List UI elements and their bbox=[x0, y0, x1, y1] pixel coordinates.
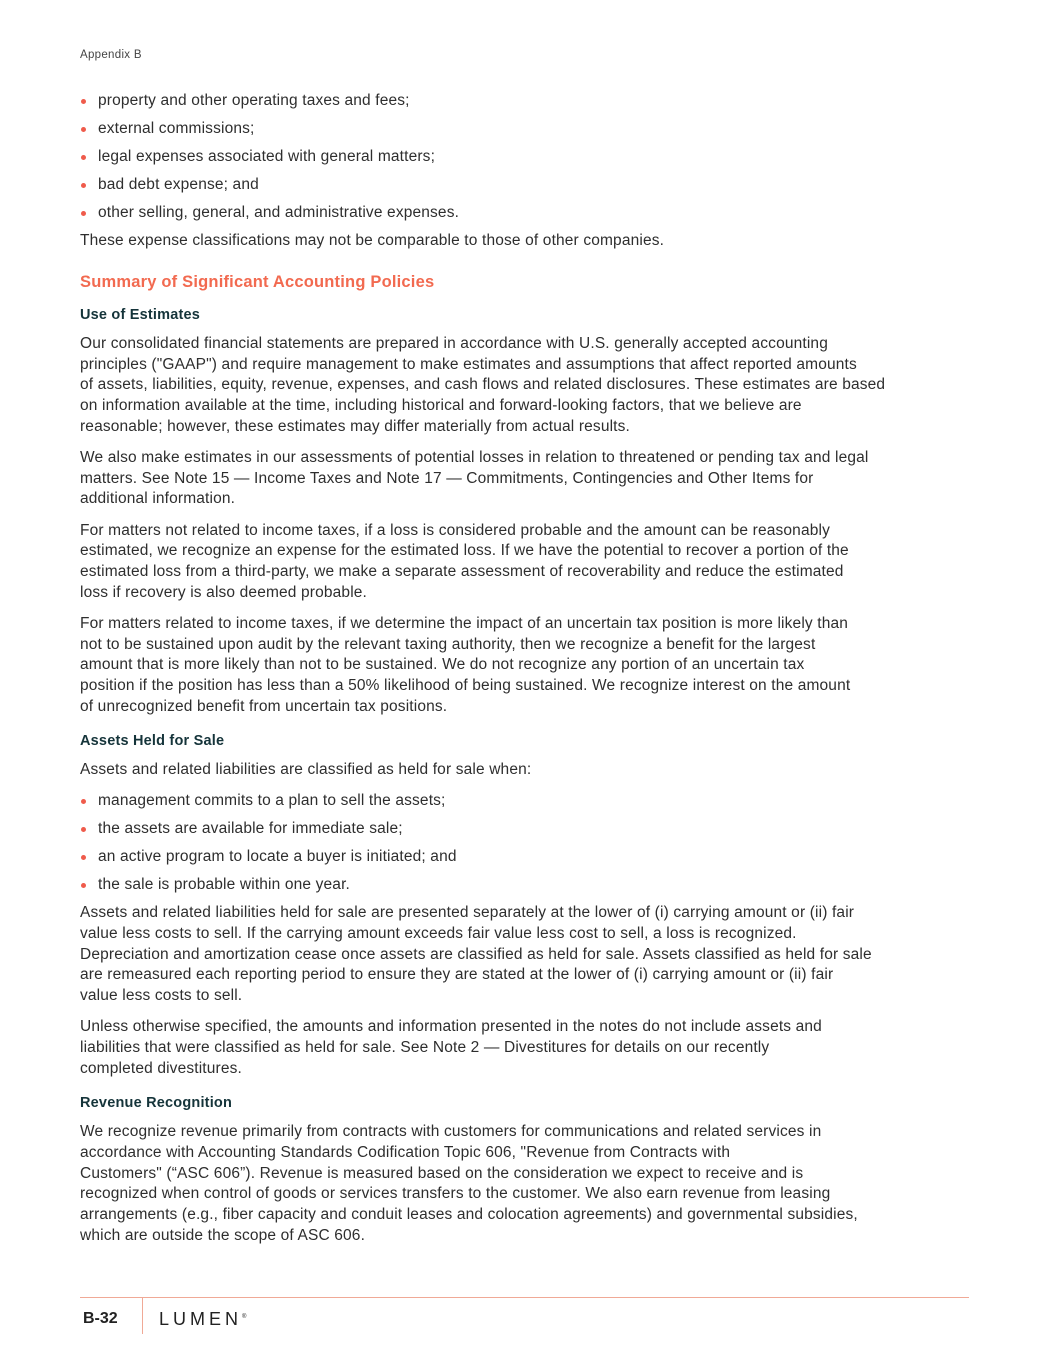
page-body bbox=[80, 91, 980, 1257]
paragraph bbox=[80, 1122, 980, 1246]
text-line: loss if recovery is also deemed probable. bbox=[80, 583, 368, 601]
paragraph bbox=[80, 760, 980, 781]
list-item bbox=[80, 791, 980, 812]
page-number: B-32 bbox=[83, 1310, 118, 1327]
text-line: completed divestitures. bbox=[80, 1059, 242, 1077]
text-line: estimated loss from a third-party, we make a separate assessment of recoverability and reduce the estimated bbox=[80, 563, 844, 581]
text-line: recognized when control of goods or services transfers to the customer. We also earn revenue from leasing bbox=[80, 1185, 831, 1203]
list-item bbox=[80, 203, 980, 224]
text-line: reasonable; however, these estimates may differ materially from actual results. bbox=[80, 417, 630, 435]
text-line: matters. See Note 15 — Income Taxes and Note 17 — Commitments, Contingencies and Other Items for bbox=[80, 469, 814, 487]
text-line: estimated, we recognize an expense for the estimated loss. If we have the potential to recover a portion of the bbox=[80, 542, 849, 560]
running-header: Appendix B bbox=[80, 49, 142, 61]
list-item-text: bad debt expense; and bbox=[98, 175, 259, 193]
list-item bbox=[80, 119, 980, 140]
text-line: position if the position has less than a 50% likelihood of being sustained. We recognize interest on the amount bbox=[80, 677, 851, 695]
text-line: accordance with Accounting Standards Codification Topic 606, "Revenue from Contracts with bbox=[80, 1143, 731, 1161]
text-line: For matters related to income taxes, if we determine the impact of an uncertain tax position is more likely than bbox=[80, 614, 849, 632]
held-for-sale-criteria bbox=[80, 791, 980, 896]
bullet-icon bbox=[81, 827, 86, 832]
list-item-text: the sale is probable within one year. bbox=[98, 876, 350, 894]
text-line: which are outside the scope of ASC 606. bbox=[80, 1226, 366, 1244]
paragraph bbox=[80, 231, 980, 252]
text-line: are remeasured each reporting period to ensure they are stated at the lower of (i) carrying amount or (ii) fair bbox=[80, 966, 834, 984]
text-line: For matters not related to income taxes, if a loss is considered probable and the amount can be reasonably bbox=[80, 521, 830, 539]
text-line: value less costs to sell. bbox=[80, 987, 243, 1005]
bullet-icon bbox=[81, 883, 86, 888]
text-line: These expense classifications may not be comparable to those of other companies. bbox=[80, 231, 665, 249]
text-line: on information available at the time, including historical and forward-looking factors, that we believe are bbox=[80, 397, 802, 415]
list-item bbox=[80, 175, 980, 196]
text-line: Depreciation and amortization cease once assets are classified as held for sale. Assets classified as held for sale bbox=[80, 945, 872, 963]
text-line: Assets and related liabilities are classified as held for sale when: bbox=[80, 761, 532, 779]
footer-separator bbox=[142, 1298, 143, 1334]
bullet-icon bbox=[81, 127, 86, 132]
subsection-title: Revenue Recognition bbox=[80, 1095, 233, 1112]
text-line: of unrecognized benefit from uncertain tax positions. bbox=[80, 697, 448, 715]
list-item bbox=[80, 875, 980, 896]
list-item-text: management commits to a plan to sell the assets; bbox=[98, 792, 446, 810]
text-line: additional information. bbox=[80, 490, 236, 508]
list-item-text: property and other operating taxes and fees; bbox=[98, 92, 410, 109]
bullet-icon bbox=[81, 99, 86, 104]
paragraph bbox=[80, 448, 980, 510]
list-item-text: the assets are available for immediate sale; bbox=[98, 820, 403, 838]
text-line: amount that is more likely than not to be sustained. We do not recognize any portion of an uncertain tax bbox=[80, 656, 805, 674]
list-item-text: other selling, general, and administrative expenses. bbox=[98, 203, 460, 221]
list-item-text: external commissions; bbox=[98, 119, 255, 137]
text-line: principles ("GAAP") and require management to make estimates and assumptions that affect reported amounts bbox=[80, 355, 857, 373]
paragraph bbox=[80, 1017, 980, 1079]
text-line: value less costs to sell. If the carrying amount exceeds fair value less cost to sell, a loss is recognized. bbox=[80, 925, 797, 943]
subsection-title: Use of Estimates bbox=[80, 307, 201, 324]
list-item-text: an active program to locate a buyer is initiated; and bbox=[98, 848, 457, 866]
section-title: Summary of Significant Accounting Policies bbox=[80, 272, 435, 291]
text-line: of assets, liabilities, equity, revenue, expenses, and cash flows and related disclosures. These estimates are based bbox=[80, 376, 886, 394]
text-line: Customers" (“ASC 606”). Revenue is measured based on the consideration we expect to receive and is bbox=[80, 1164, 804, 1182]
expense-list bbox=[80, 91, 980, 224]
list-item bbox=[80, 147, 980, 168]
paragraph bbox=[80, 903, 980, 1007]
logo-text: LUMEN bbox=[159, 1309, 243, 1329]
text-line: arrangements (e.g., fiber capacity and conduit leases and colocation agreements) and governmental subsidies, bbox=[80, 1205, 858, 1223]
list-item bbox=[80, 91, 980, 112]
text-line: Assets and related liabilities held for sale are presented separately at the lower of (i) carrying amount or (ii) fair bbox=[80, 904, 855, 922]
list-item-text: legal expenses associated with general matters; bbox=[98, 147, 436, 165]
text-line: Our consolidated financial statements are prepared in accordance with U.S. generally accepted accounting bbox=[80, 335, 828, 353]
bullet-icon bbox=[81, 183, 86, 188]
paragraph bbox=[80, 334, 980, 438]
paragraph bbox=[80, 521, 980, 604]
text-line: not to be sustained upon audit by the relevant taxing authority, then we recognize a benefit for the largest bbox=[80, 635, 816, 653]
text-line: liabilities that were classified as held for sale. See Note 2 — Divestitures for details on our recently bbox=[80, 1039, 770, 1057]
bullet-icon bbox=[81, 155, 86, 160]
paragraph bbox=[80, 614, 980, 718]
subsection-title: Assets Held for Sale bbox=[80, 733, 225, 750]
list-item bbox=[80, 847, 980, 868]
list-item bbox=[80, 819, 980, 840]
text-line: We also make estimates in our assessments of potential losses in relation to threatened or pending tax and legal bbox=[80, 449, 869, 467]
lumen-logo: LUMEN® bbox=[159, 1309, 247, 1329]
text-line: Unless otherwise specified, the amounts and information presented in the notes do not include assets and bbox=[80, 1018, 822, 1036]
text-line: We recognize revenue primarily from contracts with customers for communications and related services in bbox=[80, 1123, 822, 1141]
bullet-icon bbox=[81, 799, 86, 804]
bullet-icon bbox=[81, 855, 86, 860]
footer-divider bbox=[80, 1297, 969, 1298]
bullet-icon bbox=[81, 211, 86, 216]
